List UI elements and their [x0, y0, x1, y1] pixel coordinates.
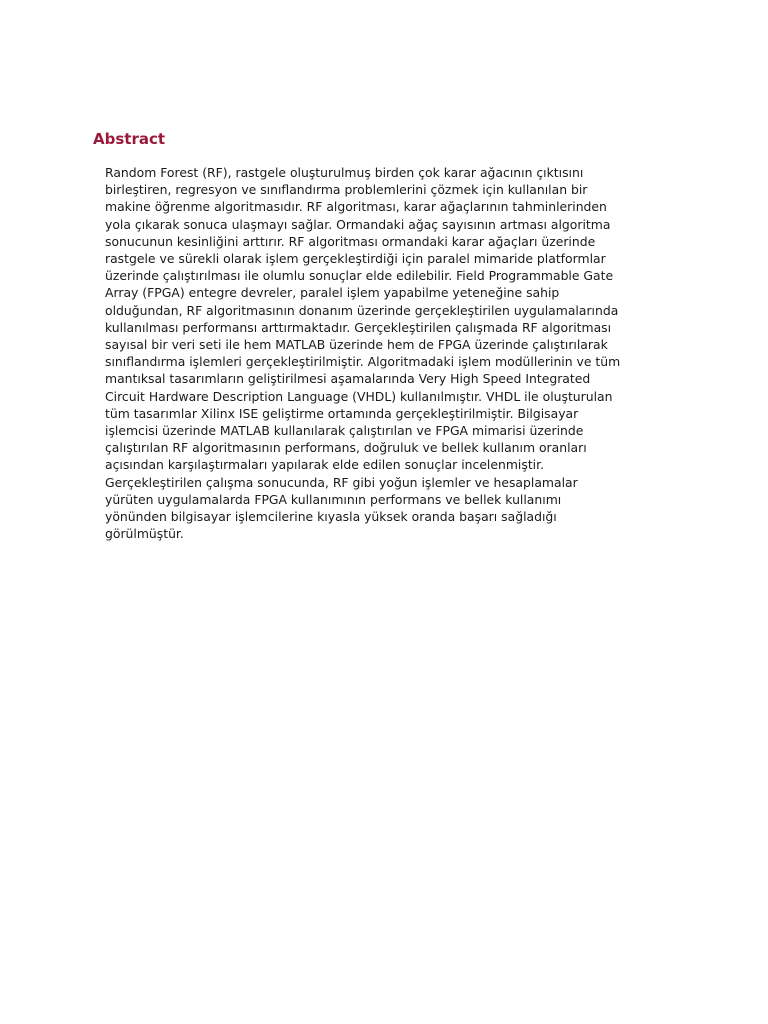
abstract-line: üzerinde çalıştırılması ile olumlu sonuçlar elde edilebilir. Field Programmable Gate — [105, 268, 614, 284]
abstract-line: kullanılması performansı arttırmaktadır. Gerçekleştirilen çalışmada RF algoritması — [105, 319, 612, 335]
abstract-body — [105, 164, 675, 542]
abstract-line: yürüten uygulamalarda FPGA kullanımının performans ve bellek kullanımı — [105, 491, 562, 507]
abstract-line: tüm tasarımlar Xilinx ISE geliştirme ortamında gerçekleştirilmiştir. Bilgisayar — [105, 405, 579, 421]
abstract-line: olduğundan, RF algoritmasının donanım üzerinde gerçekleştirilen uygulamalarında — [105, 302, 619, 318]
abstract-line: sonucunun kesinliğini arttırır. RF algoritması ormandaki karar ağaçları üzerinde — [105, 233, 596, 249]
abstract-line: birleştiren, regresyon ve sınıflandırma problemlerini çözmek için kullanılan bir — [105, 182, 588, 198]
abstract-line: yola çıkarak sonuca ulaşmayı sağlar. Ormandaki ağaç sayısının artması algoritma — [105, 216, 611, 232]
abstract-line: Array (FPGA) entegre devreler, paralel işlem yapabilme yeteneğine sahip — [105, 285, 560, 301]
abstract-line: rastgele ve sürekli olarak işlem gerçekleştirdiği için paralel mimaride platformlar — [105, 251, 606, 267]
abstract-line: yönünden bilgisayar işlemcilerine kıyasla yüksek oranda başarı sağladığı — [105, 509, 557, 525]
abstract-line: sınıflandırma işlemleri gerçekleştirilmiştir. Algoritmadaki işlem modüllerinin ve tüm — [105, 354, 621, 370]
abstract-line: mantıksal tasarımların geliştirilmesi aşamalarında Very High Speed Integrated — [105, 371, 591, 387]
abstract-line: açısından karşılaştırmaları yapılarak elde edilen sonuçlar incelenmiştir. — [105, 457, 545, 473]
abstract-line: Random Forest (RF), rastgele oluşturulmuş birden çok karar ağacının çıktısını — [105, 165, 584, 180]
abstract-line: sayısal bir veri seti ile hem MATLAB üzerinde hem de FPGA üzerinde çalıştırılarak — [105, 337, 608, 353]
abstract-line: Circuit Hardware Description Language (VHDL) kullanılmıştır. VHDL ile oluşturulan — [105, 388, 613, 404]
abstract-line: çalıştırılan RF algoritmasının performans, doğruluk ve bellek kullanım oranları — [105, 440, 587, 456]
abstract-line: makine öğrenme algoritmasıdır. RF algoritması, karar ağaçlarının tahminlerinden — [105, 199, 607, 215]
abstract-line: Gerçekleştirilen çalışma sonucunda, RF gibi yoğun işlemler ve hesaplamalar — [105, 474, 578, 490]
abstract-heading: Abstract — [93, 130, 166, 148]
abstract-line: işlemcisi üzerinde MATLAB kullanılarak çalıştırılan ve FPGA mimarisi üzerinde — [105, 423, 584, 439]
abstract-line: görülmüştür. — [105, 526, 184, 542]
